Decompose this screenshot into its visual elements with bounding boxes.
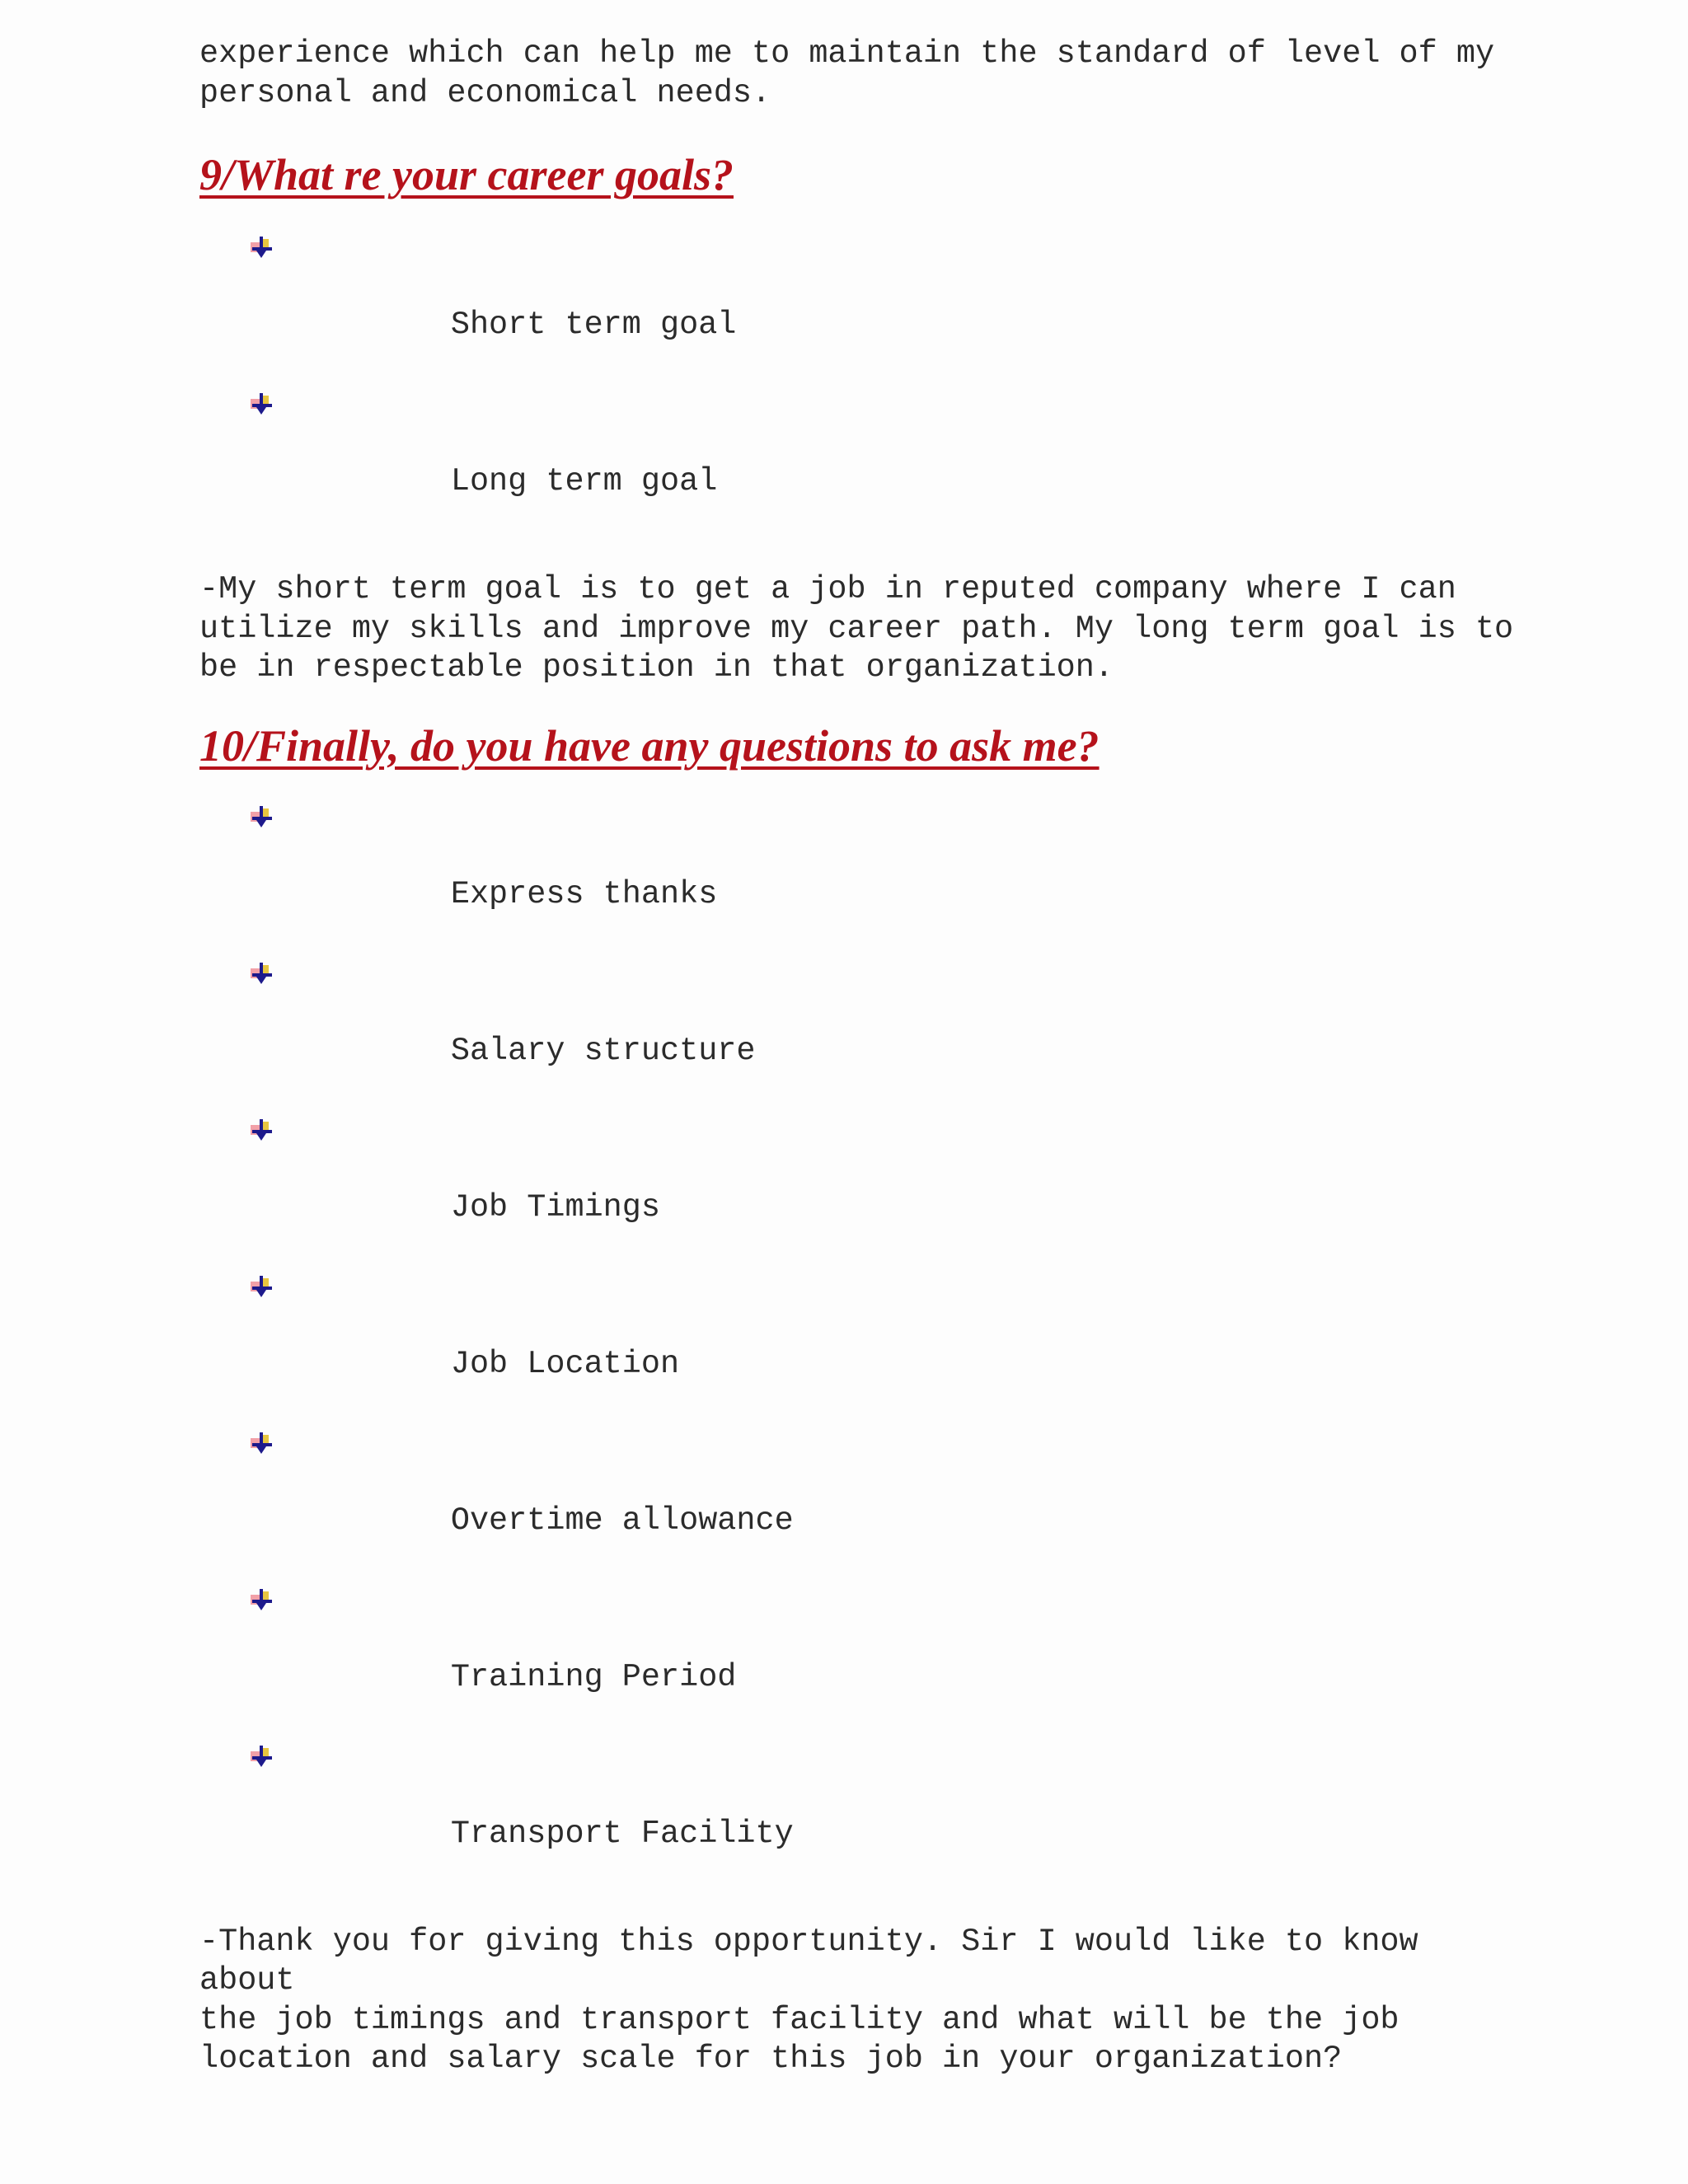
answer-line: the job timings and transport facility and what will be the job <box>199 2001 1400 2038</box>
list-item <box>199 954 1518 1110</box>
intro-line: personal and economical needs. <box>199 74 771 111</box>
list-item-label: Transport Facility <box>450 1815 794 1852</box>
arrow-bullet-icon <box>249 1745 274 1768</box>
questions-answer <box>199 1923 1518 2079</box>
list-item-label: Job Location <box>450 1345 680 1382</box>
list-item <box>199 384 1518 541</box>
list-item-label: Long term goal <box>450 463 718 499</box>
list-item <box>199 227 1518 384</box>
list-item <box>199 1580 1518 1736</box>
list-item-label: Overtime allowance <box>450 1502 794 1539</box>
arrow-bullet-icon <box>249 392 274 415</box>
document-content <box>199 35 1518 2079</box>
section-heading-career-goals: 9/What re your career goals? <box>199 150 734 199</box>
intro-paragraph <box>199 35 1518 113</box>
answer-line: utilize my skills and improve my career path. My long term goal is to <box>199 610 1514 647</box>
career-goals-answer <box>199 570 1518 688</box>
section-heading-questions: 10/Finally, do you have any questions to ask me? <box>199 720 1100 771</box>
intro-line: experience which can help me to maintain the standard of level of my <box>199 35 1495 72</box>
arrow-bullet-icon <box>249 1275 274 1298</box>
answer-line: -Thank you for giving this opportunity. Sir I would like to know about <box>199 1923 1437 1999</box>
arrow-bullet-icon <box>249 1118 274 1141</box>
list-item-label: Salary structure <box>450 1032 756 1069</box>
list-item <box>199 1110 1518 1267</box>
arrow-bullet-icon <box>249 236 274 259</box>
answer-line: -My short term goal is to get a job in reputed company where I can <box>199 571 1456 607</box>
arrow-bullet-icon <box>249 1588 274 1611</box>
answer-line: location and salary scale for this job in your organization? <box>199 2041 1343 2077</box>
answer-line: be in respectable position in that organization. <box>199 649 1114 686</box>
arrow-bullet-icon <box>249 1432 274 1455</box>
questions-list <box>199 797 1518 1893</box>
list-item-label: Short term goal <box>450 307 737 343</box>
list-item-label: Express thanks <box>450 875 718 912</box>
list-item-label: Training Period <box>450 1658 737 1695</box>
arrow-bullet-icon <box>249 962 274 985</box>
arrow-bullet-icon <box>249 805 274 828</box>
list-item-label: Job Timings <box>450 1188 660 1226</box>
list-item <box>199 1423 1518 1580</box>
list-item <box>199 1267 1518 1423</box>
career-goals-list <box>199 227 1518 541</box>
list-item <box>199 1736 1518 1893</box>
list-item <box>199 797 1518 954</box>
